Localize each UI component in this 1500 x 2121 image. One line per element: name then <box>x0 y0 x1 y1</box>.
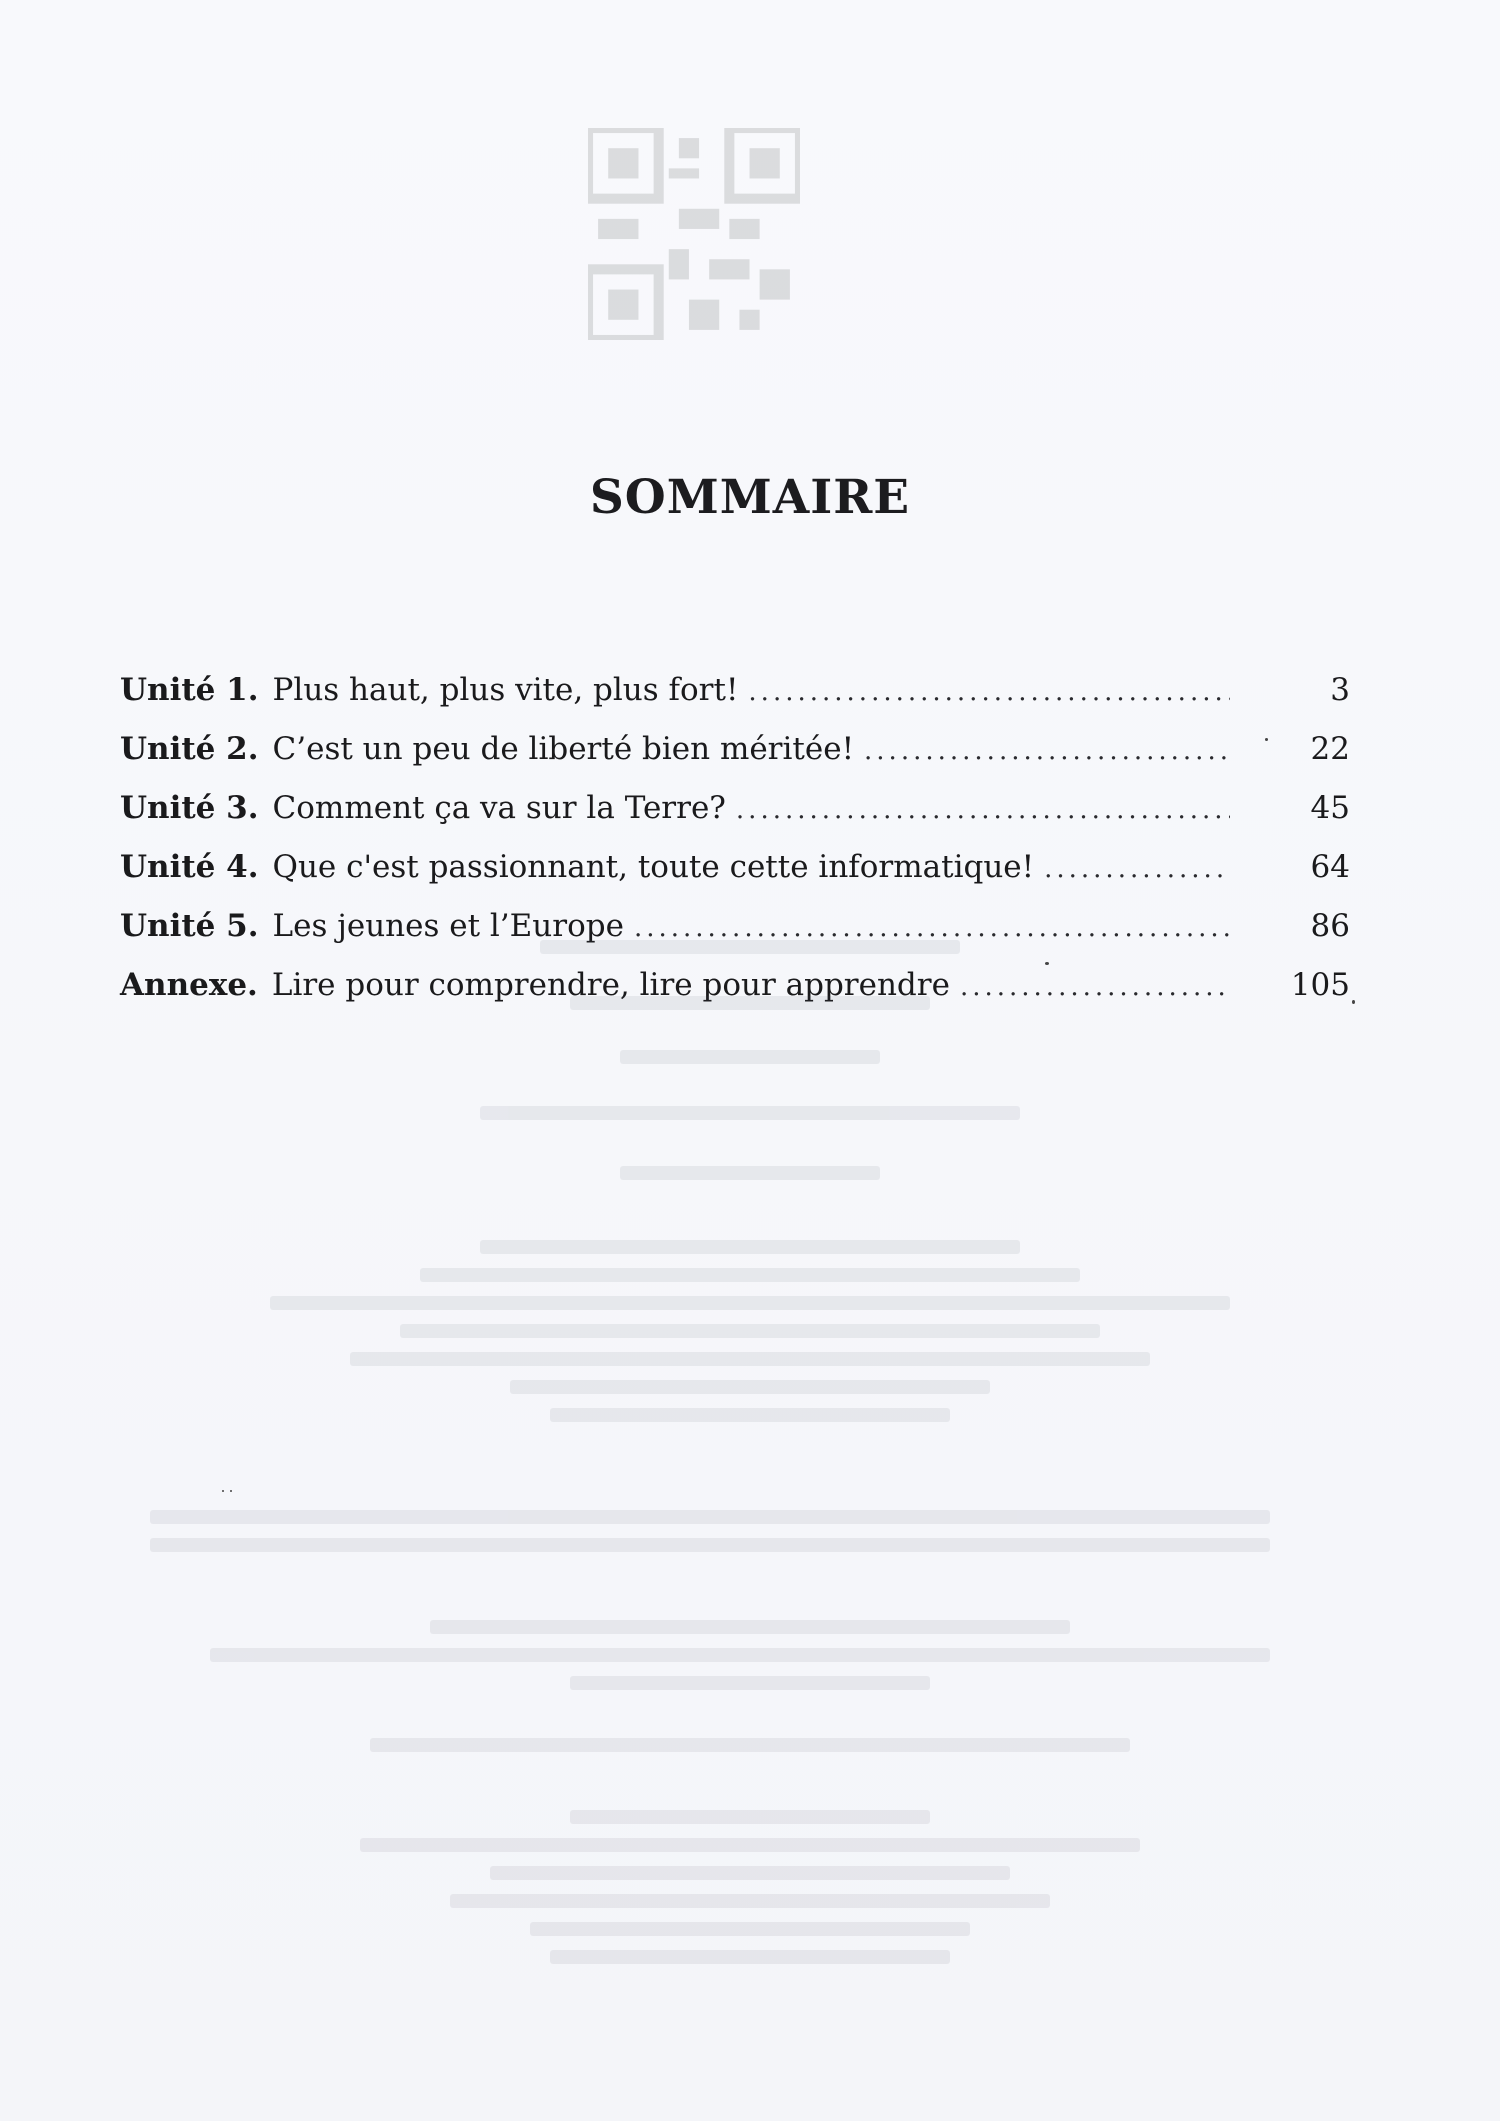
toc-unit-label: Unité 4. <box>120 849 259 885</box>
toc-dot-leader <box>634 913 1230 943</box>
toc-page-number: 105 <box>1290 967 1350 1003</box>
toc-dot-leader <box>736 795 1230 825</box>
toc-unit-label: Unité 5. <box>120 908 259 944</box>
toc-entry <box>120 849 1350 908</box>
qr-code-showthrough <box>588 128 800 340</box>
toc-page-number: 64 <box>1310 849 1350 885</box>
toc-entry <box>120 672 1350 731</box>
page-title: SOMMAIRE <box>589 470 911 525</box>
toc-entry <box>120 731 1350 790</box>
toc-entry-title: Plus haut, plus vite, plus fort! <box>272 672 739 708</box>
toc-unit-label: Unité 1. <box>120 672 259 708</box>
toc-page-number: 86 <box>1310 908 1350 944</box>
toc-unit-label: Unité 3. <box>120 790 259 826</box>
toc-entry-title: Que c'est passionnant, toute cette informatique! <box>272 849 1035 885</box>
toc-entry-title: Les jeunes et l’Europe <box>272 908 624 944</box>
toc-unit-label: Unité 2. <box>120 731 259 767</box>
toc-entry-title: Comment ça va sur la Terre? <box>272 790 726 826</box>
toc-entry-title: C’est un peu de liberté bien méritée! <box>272 731 855 767</box>
verso-showthrough <box>150 940 1350 1980</box>
toc-dot-leader <box>748 677 1230 707</box>
toc-entry-title: Lire pour comprendre, lire pour apprendre <box>271 967 950 1003</box>
toc-dot-leader <box>864 736 1230 766</box>
toc-page-number: 3 <box>1330 672 1350 708</box>
toc-entry <box>120 790 1350 849</box>
toc-unit-label: Annexe. <box>120 967 258 1003</box>
toc-page-number: 45 <box>1310 790 1350 826</box>
toc-page-number: 22 <box>1310 731 1350 767</box>
toc-dot-leader <box>1044 854 1230 884</box>
